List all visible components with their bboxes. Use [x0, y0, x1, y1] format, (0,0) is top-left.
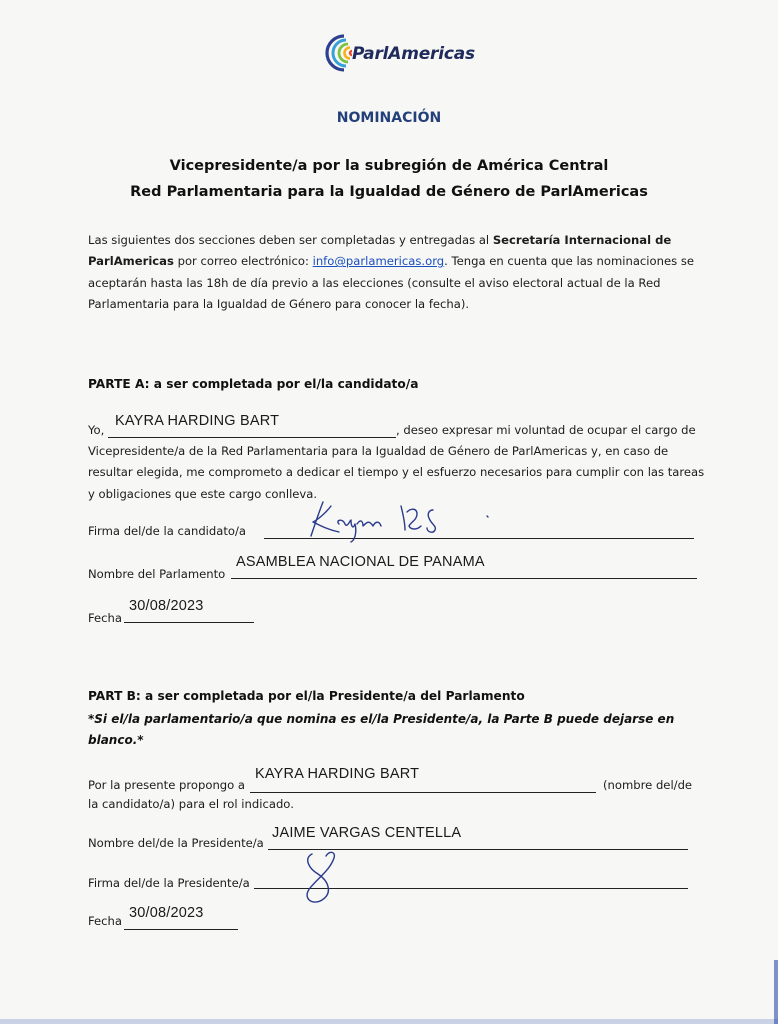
- proposed-name-line: [250, 792, 596, 793]
- subtitle-line-1: Vicepresidente/a por la subregión de América Central: [169, 158, 609, 174]
- part-b-date-field[interactable]: 30/08/2023: [129, 905, 204, 921]
- intro-paragraph: [88, 230, 698, 315]
- intro-text-2: por correo electrónico:: [173, 254, 313, 269]
- candidate-signature-label: Firma del/de la candidato/a: [88, 524, 247, 538]
- part-b-date-line: [124, 929, 238, 930]
- president-name-label: Nombre del/de la Presidente/a: [88, 836, 264, 850]
- president-signature-image[interactable]: [290, 848, 350, 910]
- candidate-signature-image[interactable]: [305, 492, 495, 544]
- candidate-name-line: [108, 437, 396, 438]
- yo-label: Yo,: [88, 423, 105, 437]
- part-b-title: PART B: a ser completada por el/la Presidente/a del Parlamento: [88, 689, 525, 703]
- part-b-date-label: Fecha: [88, 914, 122, 928]
- parliament-name-label: Nombre del Parlamento: [88, 567, 226, 581]
- part-a-date-field[interactable]: 30/08/2023: [129, 598, 204, 614]
- yo-text-after: , deseo expresar mi voluntad de ocupar el cargo de: [396, 423, 696, 437]
- parliament-name-field[interactable]: ASAMBLEA NACIONAL DE PANAMA: [236, 554, 485, 570]
- form-title: NOMINACIÓN: [336, 110, 442, 126]
- president-name-field[interactable]: JAIME VARGAS CENTELLA: [272, 825, 462, 841]
- subtitle-line-2: Red Parlamentaria para la Igualdad de Género de ParlAmericas: [130, 184, 648, 200]
- part-a-commitment-text: Vicepresidente/a de la Red Parlamentaria para la Igualdad de Género de ParlAmericas y, en caso de resultar elegida, me comprometo a dedicar el tiempo y el esfuerzo necesarios para cumplir con las tareas y obligaciones que este cargo conlleva.: [88, 444, 705, 501]
- parliament-name-line: [231, 578, 697, 579]
- intro-text-1: Las siguientes dos secciones deben ser completadas y entregadas al: [88, 233, 493, 247]
- propose-label: Por la presente propongo a: [88, 778, 246, 792]
- part-b-note: *Si el/la parlamentario/a que nomina es el/la Presidente/a, la Parte B puede dejarse en blanco.*: [88, 712, 675, 747]
- part-a-date-line: [124, 622, 254, 623]
- scan-edge-mark: [774, 960, 778, 1024]
- part-a-date-label: Fecha: [88, 611, 122, 625]
- logo-text: ParlAmericas: [352, 44, 475, 64]
- intro-text-3: . Tenga en cuenta que las nominaciones se aceptarán hasta las 18h de día previo a las elecciones (consulte el aviso electoral actual de la Red Parlamentaria para la Igualdad de Género para conocer la fecha).: [88, 254, 694, 311]
- propose-suffix-1: (nombre del/de: [603, 778, 693, 792]
- candidate-name-field[interactable]: KAYRA HARDING BART: [115, 413, 280, 429]
- scan-bottom-mark: [0, 1019, 778, 1024]
- part-a-title: PARTE A: a ser completada por el/la candidato/a: [88, 377, 419, 391]
- intro-bold-secretariat: Secretaría Internacional de ParlAmericas: [88, 233, 672, 269]
- parlamericas-logo: [322, 30, 482, 80]
- email-link[interactable]: info@parlamericas.org: [312, 254, 445, 269]
- proposed-name-field[interactable]: KAYRA HARDING BART: [255, 766, 420, 782]
- propose-suffix-2: la candidato/a) para el rol indicado.: [88, 797, 294, 811]
- president-signature-label: Firma del/de la Presidente/a: [88, 876, 250, 890]
